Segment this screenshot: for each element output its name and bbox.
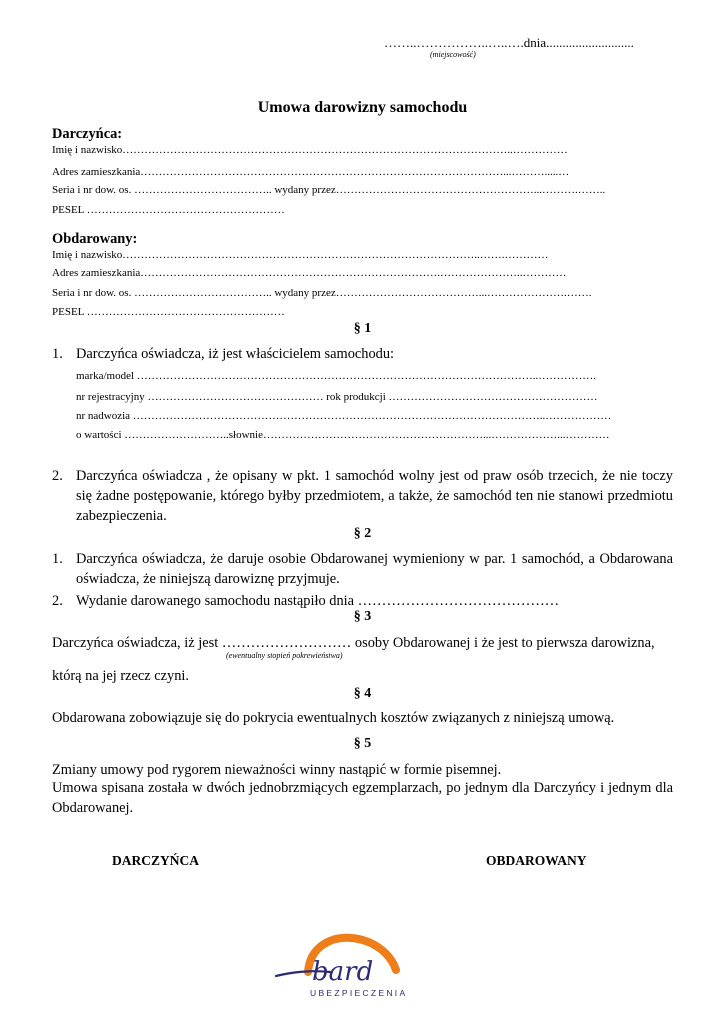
section-2-heading: § 2 (353, 526, 372, 541)
donee-signature-label: OBDAROWANY (486, 853, 587, 868)
handover-date-field[interactable]: Wydanie darowanego samochodu nastąpiło dnia …………………………………… (76, 593, 560, 609)
bard-logo (272, 932, 432, 1002)
donor-id-field[interactable]: Seria i nr dow. os. ……………………………….. wydany przez………………………………………………...……….…….. (52, 184, 606, 196)
make-model-field[interactable]: marka/model ………………………………………………………………………………………………..……………. (76, 370, 597, 382)
document-title: Umowa darowizny samochodu (257, 99, 468, 116)
section-4-text: Obdarowana zobowiązuje się do pokrycia ewentualnych kosztów związanych z niniejszą umową. (52, 710, 615, 726)
vin-field[interactable]: nr nadwozia …………………………………………………………………………………………………..……………… (76, 410, 612, 422)
donee-id-field[interactable]: Seria i nr dow. os. ……………………………….. wydany przez…………………………………...………………….……. (52, 287, 592, 299)
value-field[interactable]: o wartości ………………………..słownie……………………………………………………...………………...………… (76, 429, 610, 441)
donor-signature-label: DARCZYŃCA (112, 853, 199, 868)
bard-logo-graphic (272, 932, 432, 1002)
donee-name-field[interactable]: Imię i nazwisko……………………………………………………………………………………..…….………… (52, 249, 549, 261)
donee-pesel-field[interactable]: PESEL ……………………………………………… (52, 306, 285, 318)
section-2-item-2-number: 2. (52, 593, 63, 609)
section-5-heading: § 5 (353, 736, 372, 751)
logo-wordmark: bard (312, 957, 374, 987)
donor-heading: Darczyńca: (52, 126, 123, 142)
donor-address-field[interactable]: Adres zamieszkania………………………………………………………………………………………...……….....… (52, 166, 570, 178)
donee-address-field[interactable]: Adres zamieszkania……………………………………………………………………….…………………..………… (52, 267, 567, 279)
registration-year-field[interactable]: nr rejestracyjny ………………………………………… rok produkcji ………………………………………………… (76, 391, 598, 403)
place-date-line: ……..……………..…..….dnia........................... (384, 35, 634, 50)
section-3-heading: § 3 (353, 609, 372, 624)
section-1-item-2-number: 2. (52, 468, 63, 484)
place-caption: (miejscowość) (430, 50, 476, 59)
section-1-item-1-text: Darczyńca oświadcza, iż jest właścicielem samochodu: (76, 346, 395, 362)
donor-pesel-field[interactable]: PESEL ……………………………………………… (52, 204, 285, 216)
section-5-text-2: Umowa spisana została w dwóch jednobrzmiących egzemplarzach, po jednym dla Darczyńcy i jednym dla Obdarowanej. (52, 780, 673, 816)
relationship-field[interactable]: Darczyńca oświadcza, iż jest ……………………… osoby Obdarowanej i że jest to pierwsza darowizna, (52, 635, 655, 651)
donor-name-field[interactable]: Imię i nazwisko……………………………………………………………………………………………..…………… (52, 144, 568, 156)
donee-heading: Obdarowany: (52, 231, 138, 247)
relationship-caption: (ewentualny stopień pokrewieństwa) (226, 651, 343, 660)
section-3-text-end: którą na jej rzecz czyni. (52, 668, 190, 684)
logo-subtitle: UBEZPIECZENIA (310, 988, 408, 998)
section-4-heading: § 4 (353, 686, 372, 701)
section-1-heading: § 1 (353, 321, 372, 336)
section-1-item-2-text: Darczyńca oświadcza , że opisany w pkt. 1 samochód wolny jest od praw osób trzecich, że nie toczy się żadne postępowanie, którego byłby przedmiotem, a także, że samochód ten nie stanowi przedmiotu zabezpieczenia. (76, 468, 673, 524)
section-2-item-1-number: 1. (52, 551, 63, 567)
section-5-text-1: Zmiany umowy pod rygorem nieważności winny nastąpić w formie pisemnej. (52, 762, 502, 778)
section-2-item-1-text: Darczyńca oświadcza, że daruje osobie Obdarowanej wymieniony w par. 1 samochód, a Obdarowana oświadcza, że niniejszą darowiznę przyjmuje. (76, 551, 673, 587)
section-1-item-1-number: 1. (52, 346, 63, 362)
